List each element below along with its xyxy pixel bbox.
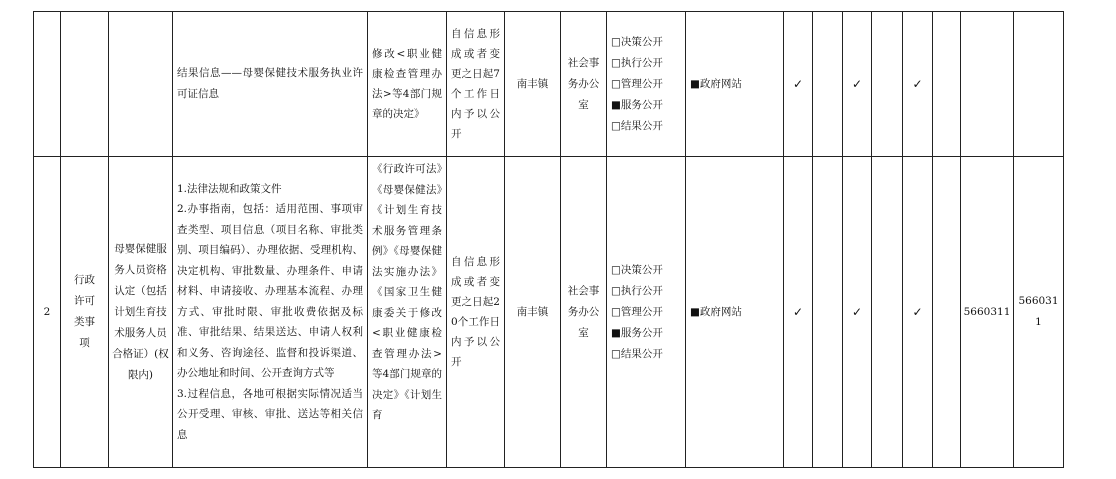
public-type-option: □管理公开 — [611, 77, 663, 90]
row-public-types — [607, 157, 686, 468]
row-category — [61, 12, 109, 157]
row-time-limit: 自信息形成或者变更之日起20个工作日内予以公开 — [447, 157, 505, 468]
disclosure-table — [33, 11, 1064, 468]
public-type-option: □决策公开 — [611, 263, 663, 276]
row-category: 行政许可类事项 — [61, 157, 109, 468]
table-row — [34, 157, 1064, 468]
row-subject: 南丰镇 — [505, 157, 561, 468]
public-type-option: □执行公开 — [611, 56, 663, 69]
public-type-option: ■服务公开 — [611, 326, 663, 339]
public-type-option: □管理公开 — [611, 305, 663, 318]
mark-cell: ✓ — [903, 12, 933, 157]
mark-cell — [933, 12, 961, 157]
mark-cell: ✓ — [843, 157, 872, 468]
row-content — [173, 12, 368, 157]
row-basis: 《行政许可法》《母婴保健法》《计划生育技术服务管理条例》《母婴保健法实施办法》《国家卫生健康委关于修改<职业健康检查管理办法>等4部门规章的决定》《计划生育 — [368, 157, 447, 468]
public-type-option: ■服务公开 — [611, 98, 663, 111]
row-item-name: 母婴保健服务人员资格认定（包括计划生育技术服务人员合格证）(权限内) — [109, 157, 173, 468]
code-cell — [961, 12, 1014, 157]
mark-cell — [933, 157, 961, 468]
row-dept: 社会事务办公室 — [561, 157, 607, 468]
row-index — [34, 12, 61, 157]
row-channel: ■政府网站 — [686, 12, 784, 157]
content-line: 结果信息——母婴保健技术服务执业许可证信息 — [177, 67, 363, 100]
mark-cell: ✓ — [784, 12, 813, 157]
table-row — [34, 12, 1064, 157]
mark-cell: ✓ — [843, 12, 872, 157]
row-public-types — [607, 12, 686, 157]
mark-cell: ✓ — [903, 157, 933, 468]
code-cell: 5660311 — [1014, 157, 1064, 468]
row-time-limit: 自信息形成或者变更之日起7个工作日内予以公开 — [447, 12, 505, 157]
row-index: 2 — [34, 157, 61, 468]
content-line: 2.办事指南，包括：适用范围、事项审查类型、项目信息（项目名称、审批类别、项目编码）、办理依据、受理机构、决定机构、审批数量、办理条件、申请材料、申请接收、办理基本流程、办理方式、审批时限、审批收费依据及标准、审批结果、结果送达、申请人权利和义务、咨询途径、监督和投诉渠道、办公地址和时间、公开查询方式等 — [177, 203, 363, 380]
code-cell: 5660311 — [961, 157, 1014, 468]
row-subject: 南丰镇 — [505, 12, 561, 157]
public-type-option: □决策公开 — [611, 35, 663, 48]
code-cell — [1014, 12, 1064, 157]
mark-cell — [872, 157, 903, 468]
public-type-option: □结果公开 — [611, 347, 663, 360]
mark-cell: ✓ — [784, 157, 813, 468]
mark-cell — [813, 12, 843, 157]
row-channel: ■政府网站 — [686, 157, 784, 468]
content-line: 1.法律法规和政策文件 — [177, 182, 282, 195]
mark-cell — [813, 157, 843, 468]
public-type-option: □执行公开 — [611, 284, 663, 297]
row-content — [173, 157, 368, 468]
row-item-name — [109, 12, 173, 157]
row-basis: 修改<职业健康检查管理办法>等4部门规章的决定》 — [368, 12, 447, 157]
mark-cell — [872, 12, 903, 157]
public-type-option: □结果公开 — [611, 119, 663, 132]
row-dept: 社会事务办公室 — [561, 12, 607, 157]
content-line: 3.过程信息，各地可根据实际情况适当公开受理、审核、审批、送达等相关信息 — [177, 387, 363, 441]
